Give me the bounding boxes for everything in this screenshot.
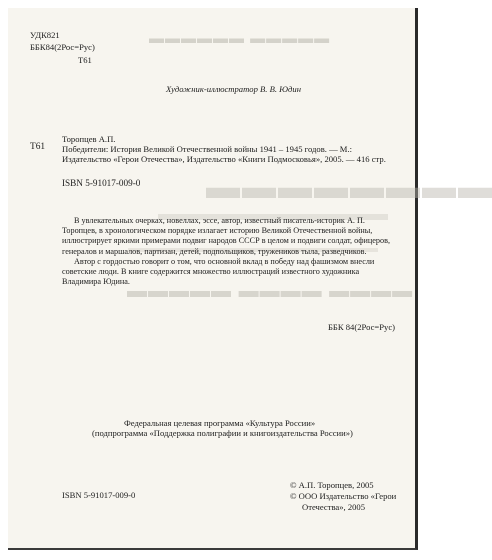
isbn-bottom: ISBN 5-91017-009-0 bbox=[62, 490, 136, 500]
annotation-paragraph: В увлекательных очерках, новеллах, эссе, автор, известный писатель-историк А. П. Торопцев, в хронологическом порядке излагает историю Великой Отечественной войны, иллюстрирует яркими примерами подвиг народов СССР в целом и подвиги солдат, офицеров, генералов и маршалов, партизан, детей, подпольщиков, тружеников тыла, разведчиков. bbox=[62, 216, 390, 256]
bibliographic-code: Т61 bbox=[30, 142, 46, 152]
copyright-publisher-cont: Отечества», 2005 bbox=[302, 502, 366, 512]
subprogram-line: (подпрограмма «Поддержка полиграфии и книгоиздательства России») bbox=[92, 428, 353, 438]
reverse-side-show-through-title: ▬▬▬▬▬▬▬▬ bbox=[204, 168, 492, 206]
annotation bbox=[62, 216, 400, 287]
bibliographic-author: Торопцев А.П. bbox=[62, 134, 116, 144]
author-code: Т61 bbox=[78, 55, 92, 65]
bibliographic-title-line: Победители: История Великой Отечественной войны 1941 – 1945 годов. — М.: bbox=[62, 144, 352, 154]
reverse-side-show-through-author: ▬▬▬▬▬ ▬▬▬▬▬▬ bbox=[148, 30, 330, 47]
bibliographic-publisher-line: Издательство «Герои Отечества», Издательство «Книги Подмосковья», 2005. — 416 стр. bbox=[62, 154, 386, 164]
illustrator-credit: Художник-иллюстратор В. В. Юдин bbox=[166, 84, 301, 94]
annotation-paragraph: Автор с гордостью говорит о том, что основной вклад в победу над фашизмом внесли советские люди. В книге содержится множество иллюстраций известного художника Владимира Юдина. bbox=[62, 256, 375, 287]
copyright-author: © А.П. Торопцев, 2005 bbox=[290, 480, 374, 490]
udk-index: УДК821 bbox=[30, 30, 60, 40]
bbk-index: ББК84(2Рос=Рус) bbox=[30, 42, 95, 52]
bbk-bottom: ББК 84(2Рос=Рус) bbox=[328, 322, 395, 332]
program-line: Федеральная целевая программа «Культура России» bbox=[124, 418, 316, 428]
copyright-publisher: © ООО Издательство «Герои bbox=[290, 491, 397, 501]
isbn-top: ISBN 5-91017-009-0 bbox=[62, 178, 141, 188]
reverse-side-show-through-years: ▬▬▬▬ ▬▬▬▬ ▬▬▬▬▬ bbox=[126, 280, 413, 302]
book-imprint-page bbox=[8, 8, 492, 550]
